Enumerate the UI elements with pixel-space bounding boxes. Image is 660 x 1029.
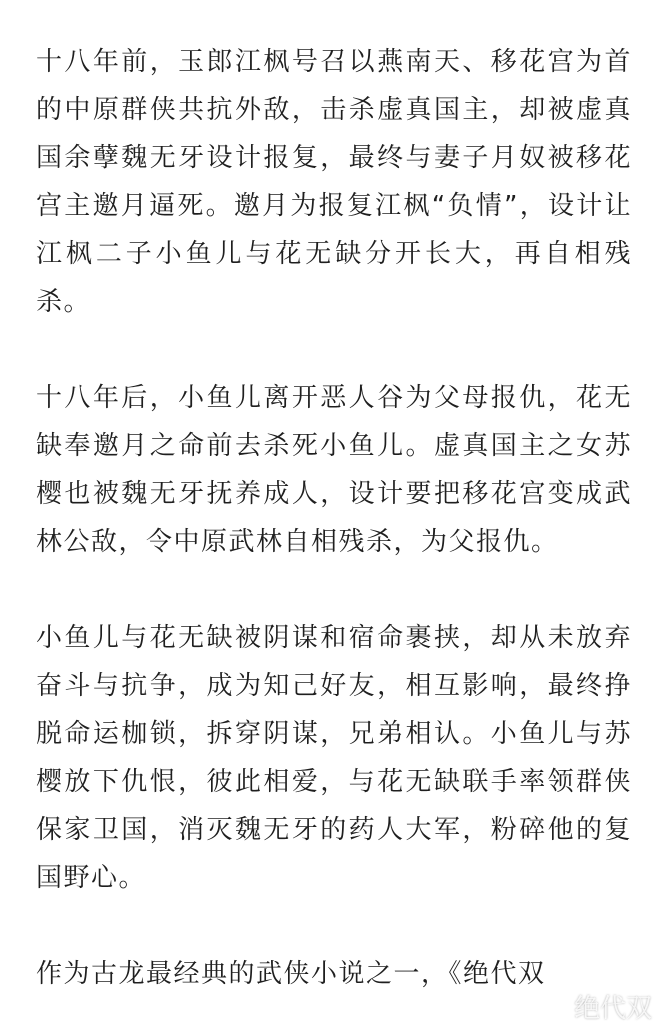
paragraph-2: 十八年后，小鱼儿离开恶人谷为父母报仇，花无缺奉邀月之命前去杀死小鱼儿。虚真国主之女苏樱也被魏无牙抚养成人，设计要把移花宫变成武林公敌，令中原武林自相残杀，为父报仇。 [36, 383, 632, 557]
watermark: 绝代双 [573, 994, 652, 1024]
paragraph-3: 小鱼儿与花无缺被阴谋和宿命裹挟，却从未放弃奋斗与抗争，成为知己好友，相互影响，最终挣脱命运枷锁，拆穿阴谋，兄弟相认。小鱼儿与苏樱放下仇恨，彼此相爱，与花无缺联手率领群侠保家卫国，消灭魏无牙的药人大军，粉碎他的复国野心。 [36, 623, 632, 893]
article-body [36, 38, 632, 998]
paragraph-4: 作为古龙最经典的武侠小说之一，《绝代双 [36, 959, 546, 989]
paragraph-1: 十八年前，玉郎江枫号召以燕南天、移花宫为首的中原群侠共抗外敌，击杀虚真国主，却被虚真国余孽魏无牙设计报复，最终与妻子月奴被移花宫主邀月逼死。邀月为报复江枫“负情”，设计让江枫二子小鱼儿与花无缺分开长大，再自相残杀。 [36, 47, 632, 317]
